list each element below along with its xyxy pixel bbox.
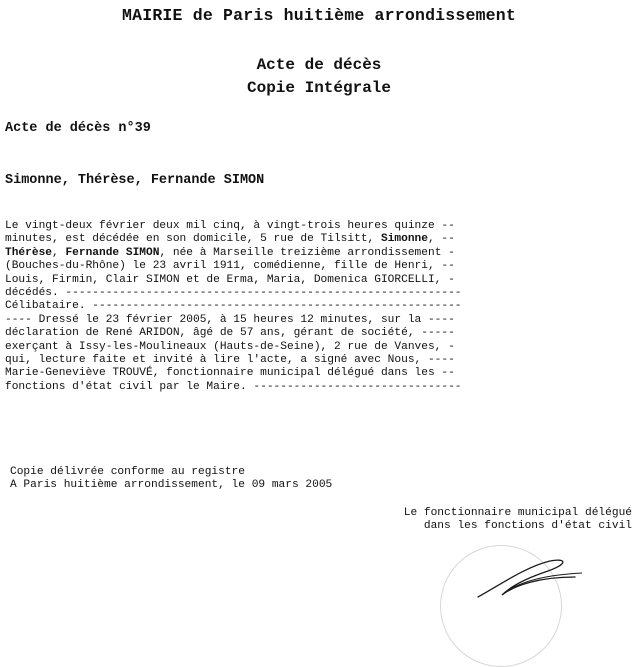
mairie-title: MAIRIE de Paris huitième arrondissement [122,6,516,25]
official-signature-block [404,507,632,534]
body-line: Célibataire. ------------------------------------------------------- [5,300,462,313]
body-line: ---- Dressé le 23 février 2005, à 15 heures 12 minutes, sur la ---- [5,313,455,326]
body-line: Le vingt-deux février deux mil cinq, à vingt-trois heures quinze -- [5,220,455,232]
handwritten-signature [470,555,590,600]
body-line: (Bouches-du-Rhône) le 23 avril 1911, comédienne, fille de Henri, -- [5,260,455,273]
body-line: qui, lecture faite et invité à lire l'acte, a signé avec Nous, ---- [5,354,455,367]
deceased-name: Simonne, Thérèse, Fernande SIMON [5,173,265,188]
body-line: fonctions d'état civil par le Maire. ------------------------------- [5,380,462,393]
body-line [5,247,635,260]
body-text-segment: , -- [427,233,455,246]
body-line: décédés. ----------------------------------------------------------- [5,287,462,300]
copy-line: Copie délivrée conforme au registre [10,466,245,478]
copy-certification [10,466,332,493]
acte-number: Acte de décès n°39 [5,121,151,136]
body-line [5,233,635,246]
copy-type-title: Copie Intégrale [246,79,392,97]
document-type-title: Acte de décès [256,56,382,74]
body-text-segment: , [52,246,66,259]
acte-body [5,220,635,394]
body-line: Marie-Geneviève TROUVÉ, fonctionnaire municipal délégué dans les -- [5,367,455,380]
official-line: dans les fonctions d'état civil [423,520,632,533]
official-line: Le fonctionnaire municipal délégué [403,507,632,519]
body-line: déclaration de René ARIDON, âgé de 57 ans, gérant de société, ----- [5,327,455,340]
body-line: exerçant à Issy-les-Moulineaux (Hauts-de-Seine), 2 rue de Vanves, - [5,340,455,353]
body-text-segment: minutes, est décédée en son domicile, 5 rue de Tilsitt, [5,233,381,246]
body-text-segment: , née à Marseille treizième arrondissement - [159,246,455,259]
bold-name-segment: Fernande SIMON [65,246,160,259]
bold-name-segment: Thérèse [5,246,52,259]
copy-line: A Paris huitième arrondissement, le 09 mars 2005 [10,479,333,492]
body-line: Louis, Firmin, Clair SIMON et de Erma, Maria, Domenica GIORCELLI, - [5,273,455,286]
bold-name-segment: Simonne [380,233,428,246]
